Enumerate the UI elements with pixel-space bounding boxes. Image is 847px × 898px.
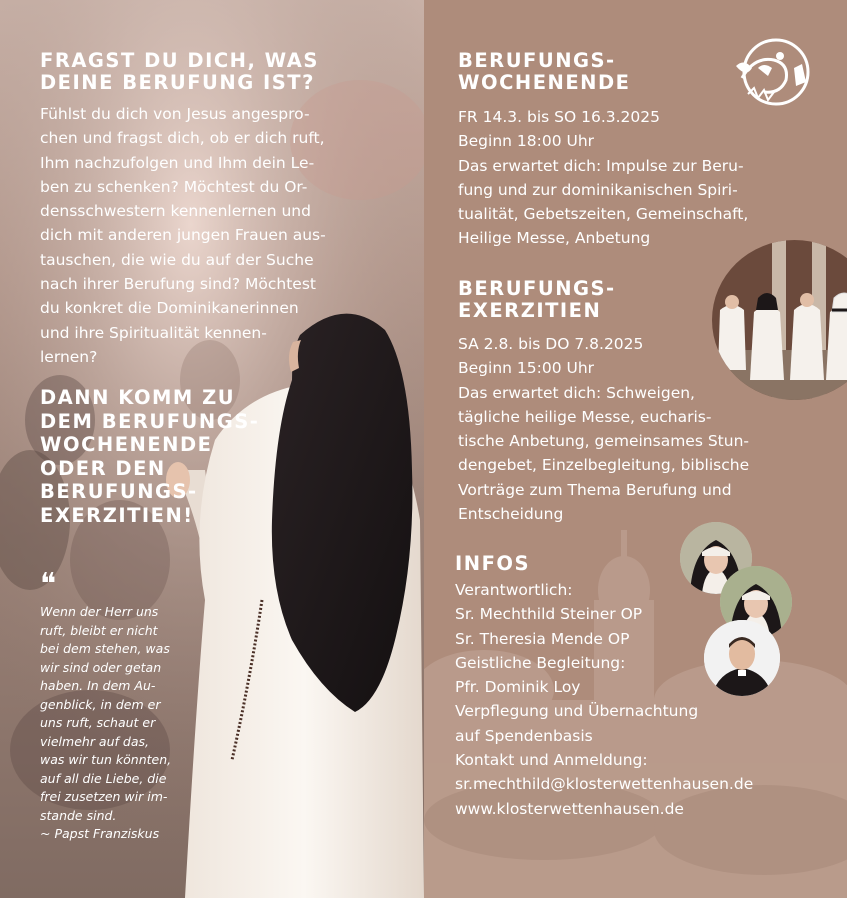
retreat-date: SA 2.8. bis DO 7.8.2025 (458, 335, 644, 353)
quote-mark-icon: ❝ (40, 567, 57, 602)
infos-person: Sr. Theresia Mende OP (455, 629, 630, 648)
intro-line: und ihre Spiritualität kennen- (40, 323, 267, 342)
weekend-line: Heilige Messe, Anbetung (458, 229, 651, 248)
portrait-illustration (704, 620, 780, 696)
left-heading-invitation: DANN KOMM ZU DEM BERUFUNGS- WOCHENENDE ODER DEN BERUFUNGS- EXERZITIEN! (40, 386, 260, 527)
right-panel (424, 0, 847, 898)
weekend-details (458, 105, 748, 251)
weekend-line: tualität, Gebetszeiten, Gemeinschaft, (458, 205, 749, 224)
infos-line: auf Spendenbasis (455, 726, 593, 745)
website-link[interactable]: www.klosterwettenhausen.de (455, 799, 684, 818)
weekend-start: Beginn 18:00 Uhr (458, 132, 595, 151)
intro-line: Fühlst du dich von Jesus angespro- (40, 105, 310, 123)
retreat-line: Das erwartet dich: Schweigen, (458, 383, 695, 402)
intro-line: du konkret die Dominikanerinnen (40, 299, 299, 318)
intro-line: densschwestern kennenlernen und (40, 202, 311, 221)
retreat-details (458, 332, 749, 526)
contact-email-link[interactable]: sr.mechthild@klosterwettenhausen.de (455, 775, 754, 794)
infos-person: Sr. Mechthild Steiner OP (455, 605, 643, 624)
quote-line: Wenn der Herr uns (40, 604, 159, 619)
quote-line: stande sind. (40, 807, 117, 823)
quote-line: vielmehr auf das, (40, 733, 149, 749)
quote-line: was wir tun könnten, (40, 752, 172, 767)
retreat-line: tische Anbetung, gemeinsames Stun- (458, 432, 749, 451)
pope-quote (40, 603, 190, 844)
intro-line: chen und fragst dich, ob er dich ruft, (40, 129, 325, 148)
monastery-logo (734, 38, 816, 108)
intro-line: ben zu schenken? Möchtest du Or- (40, 177, 308, 196)
retreat-start: Beginn 15:00 Uhr (458, 359, 595, 378)
quote-author: ~ Papst Franziskus (40, 826, 160, 841)
infos-heading: INFOS (455, 552, 531, 575)
infos-details (455, 578, 753, 821)
weekend-line: Das erwartet dich: Impulse zur Beru- (458, 156, 744, 175)
infos-label-contact: Kontakt und Anmeldung: (455, 751, 648, 770)
quote-line: uns ruft, schaut er (40, 715, 156, 730)
retreat-line: Vorträge zum Thema Berufung und (458, 480, 732, 499)
quote-line: genblick, in dem er (40, 696, 161, 712)
portrait-father-dominik (704, 620, 780, 696)
intro-paragraph (40, 102, 326, 369)
quote-line: frei zusetzen wir im- (40, 789, 168, 804)
infos-label-guidance: Geistliche Begleitung: (455, 653, 626, 672)
quote-line: wir sind oder getan (40, 659, 162, 675)
weekend-date: FR 14.3. bis SO 16.3.2025 (458, 108, 660, 126)
retreat-line: tägliche heilige Messe, eucharis- (458, 407, 712, 426)
infos-person: Pfr. Dominik Loy (455, 678, 581, 697)
retreat-heading: BERUFUNGS- EXERZITIEN (458, 277, 616, 322)
weekend-line: fung und zur dominikanischen Spiri- (458, 180, 738, 199)
quote-line: auf all die Liebe, die (40, 770, 167, 786)
intro-line: Ihm nachzufolgen und Ihm dein Le- (40, 153, 315, 172)
infos-label-responsible: Verantwortlich: (455, 581, 573, 599)
weekend-heading: BERUFUNGS- WOCHENENDE (458, 49, 631, 94)
infos-line: Verpflegung und Übernachtung (455, 702, 699, 721)
intro-line: lernen? (40, 347, 98, 366)
intro-line: nach ihrer Berufung sind? Möchtest (40, 275, 316, 294)
intro-line: dich mit anderen jungen Frauen aus- (40, 226, 326, 245)
quote-line: ruft, bleibt er nicht (40, 622, 158, 638)
quote-line: haben. In dem Au- (40, 678, 156, 693)
retreat-line: dengebet, Einzelbegleitung, biblische (458, 456, 750, 475)
left-heading-calling: FRAGST DU DICH, WAS DEINE BERUFUNG IST? (40, 49, 319, 94)
quote-line: bei dem stehen, was (40, 641, 170, 656)
retreat-line: Entscheidung (458, 505, 564, 524)
intro-line: tauschen, die wie du auf der Suche (40, 250, 314, 269)
